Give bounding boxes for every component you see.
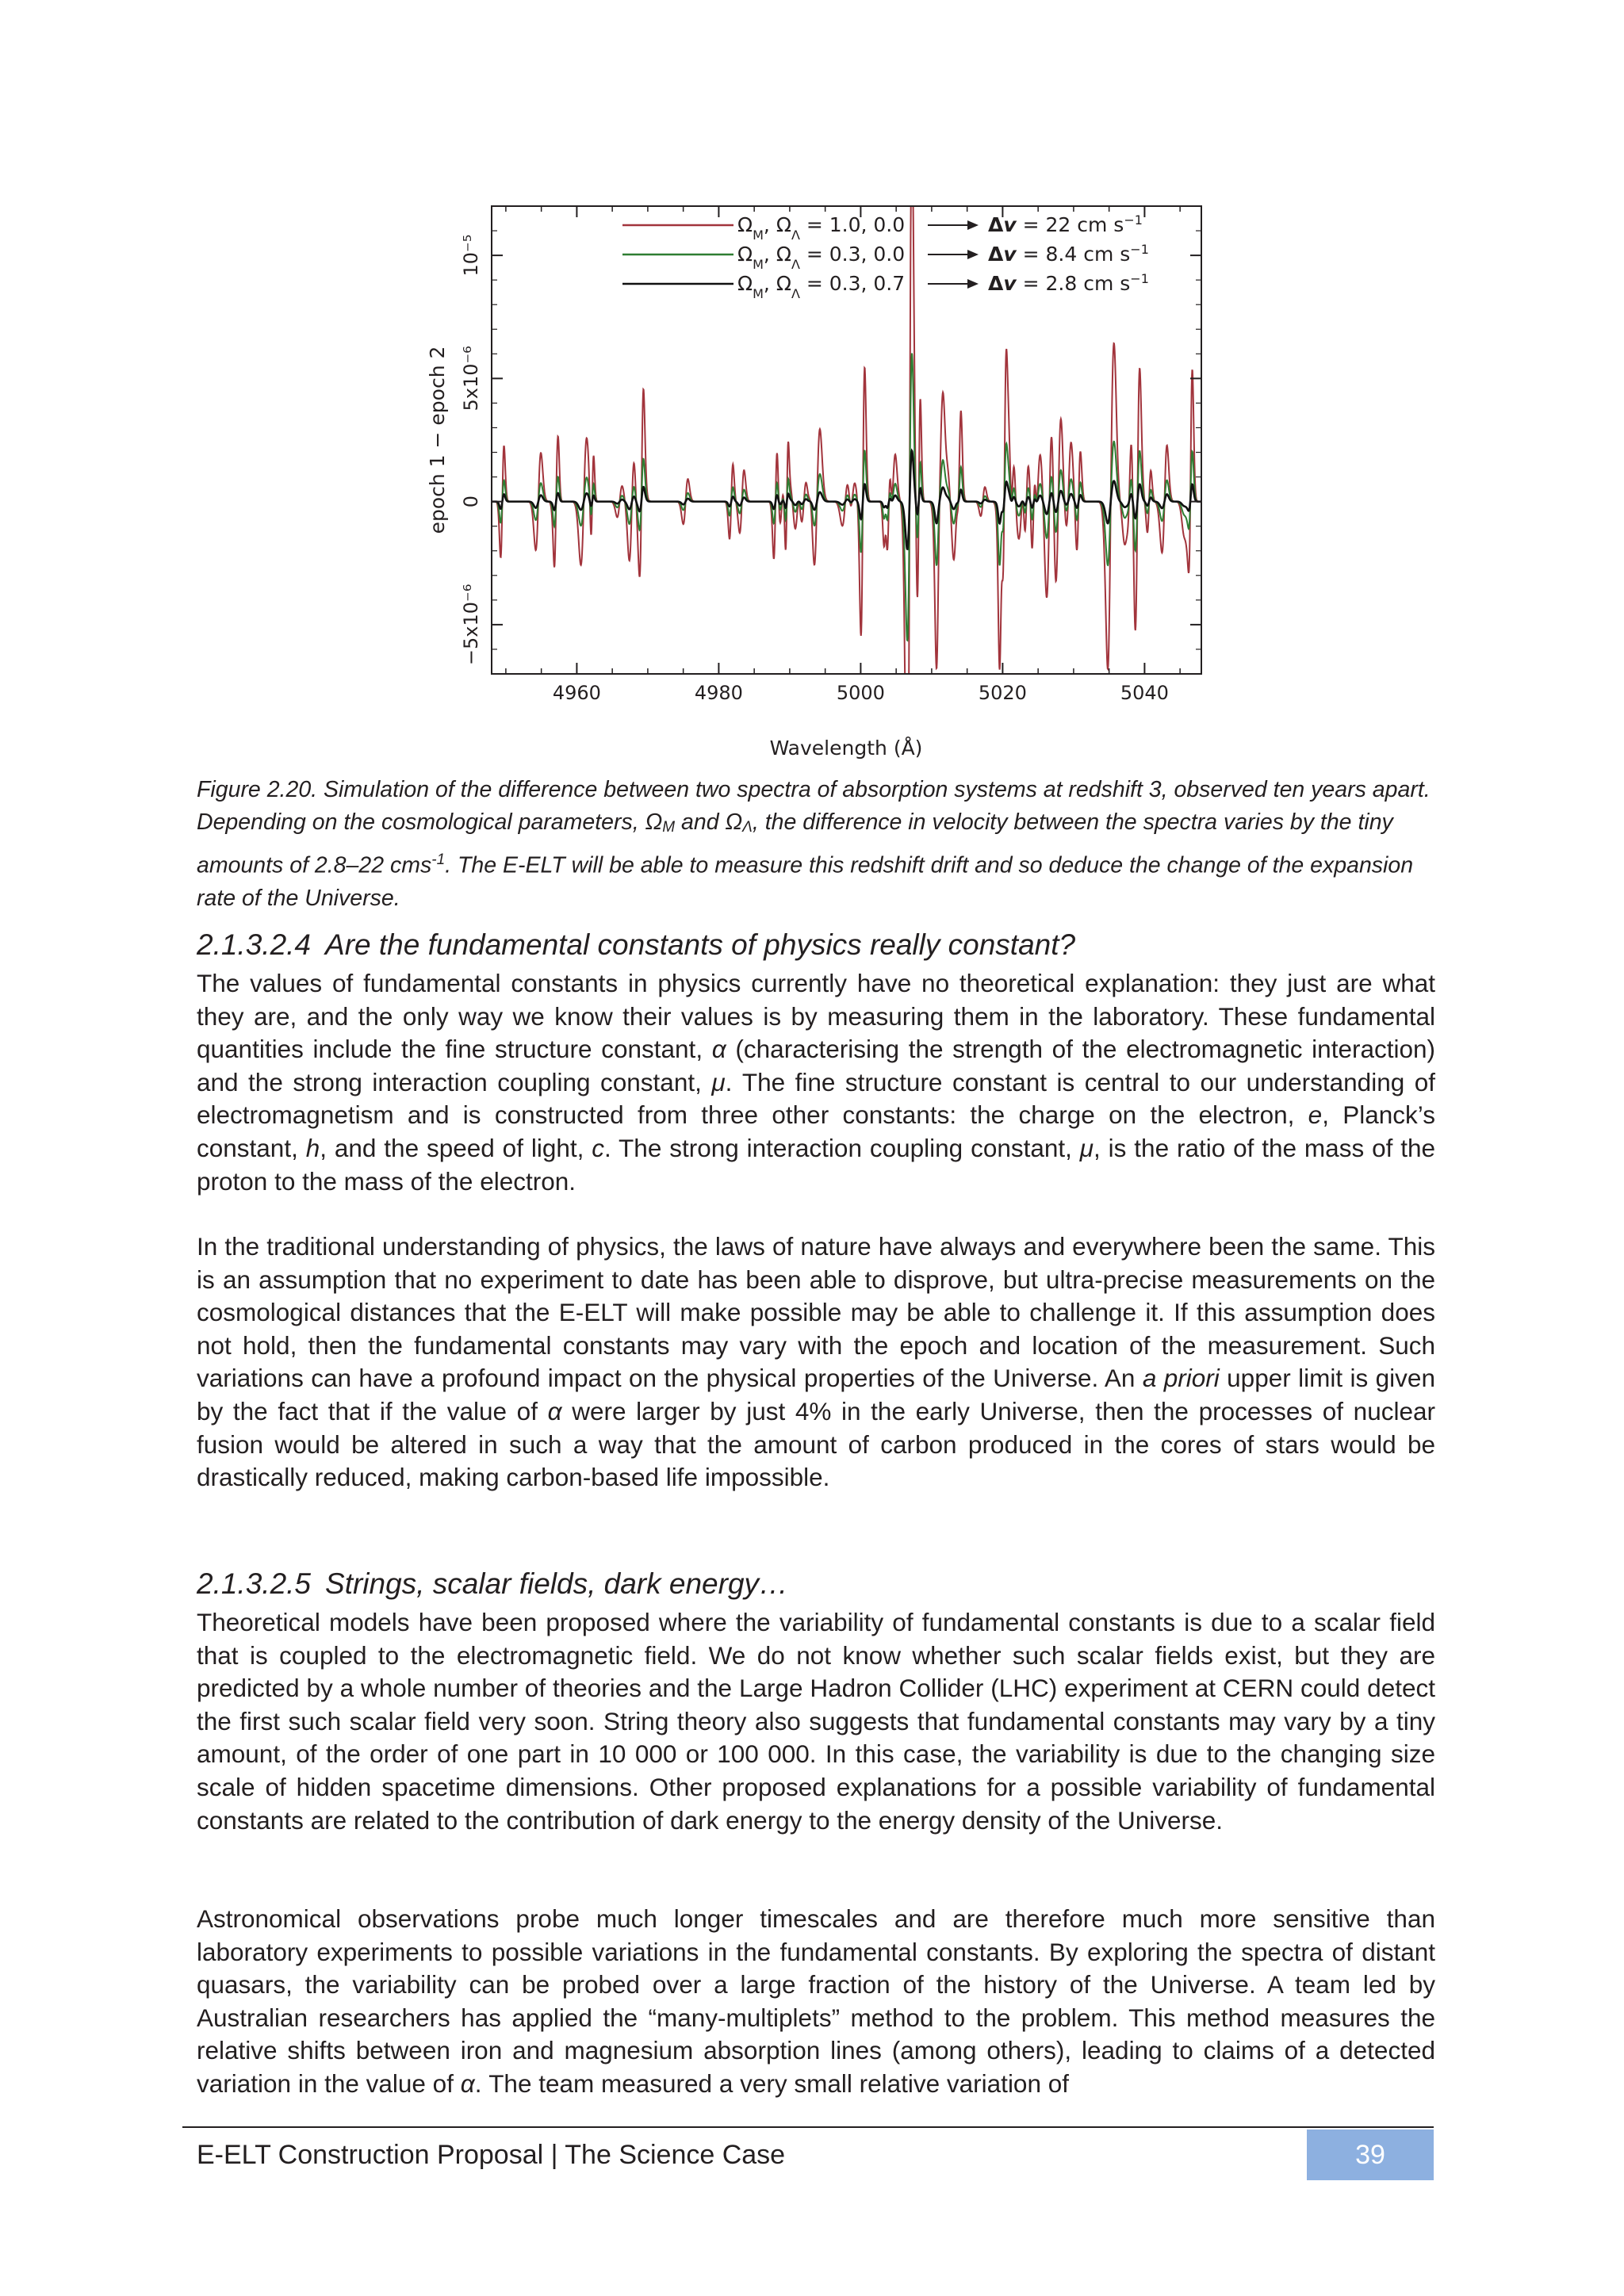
paragraph-traditional-physics: In the traditional understanding of physics, the laws of nature have always and everywhere been the same. This is an assumption that no experiment to date has been able to disprove, but ultra-precise measurements on the cosmological distances that the E-ELT will make possible may be able to challenge it. If this assumption does not hold, then the fundamental constants may vary with the epoch and location of the measurement. Such variations can have a profound impact on the physical properties of the Universe. An a priori upper limit is given by the fact that if the value of α were larger by just 4% in the early Universe, then the processes of nuclear fusion would be altered in such a way that the amount of carbon produced in the cores of stars would be drastically reduced, making carbon-based life impossible. <box>197 1232 1435 1492</box>
series-layer <box>492 193 1201 686</box>
series-line-1 <box>492 193 1201 686</box>
y-axis-label: epoch 1 − epoch 2 <box>426 346 449 534</box>
chart-legend <box>622 212 1149 301</box>
x-tick-label: 5020 <box>978 682 1027 704</box>
series-line-3 <box>492 451 1201 549</box>
paragraph-constants-intro: The values of fundamental constants in physics currently have no theoretical explanation: they just are what they are, and the only way we know their values is by measuring them in the laboratory. These fundamental quantities include the fine structure constant, α (characterising the strength of the electromagnetic interaction) and the strong interaction coupling constant, μ. The fine structure constant is central to our understanding of electromagnetism and is constructed from three other constants: the charge on the electron, e, Planck’s constant, h, and the speed of light, c. The strong interaction coupling constant, μ, is the ratio of the mass of the proton to the mass of the electron. <box>197 969 1435 1196</box>
paragraph-scalar-fields: Theoretical models have been proposed where the variability of fundamental constants is due to a scalar field that is coupled to the electromagnetic field. We do not know whether such scalar fields exist, but they are predicted by a whole number of theories and the Large Hadron Collider (LHC) experiment at CERN could detect the first such scalar field very soon. String theory also suggests that fundamental constants may vary by a tiny amount, of the order of one part in 10 000 or 100 000. In this case, the variability is due to the changing size scale of hidden spacetime dimensions. Other proposed explanations for a possible variability of fundamental constants are related to the contribution of dark energy to the energy density of the Universe. <box>197 1608 1435 1835</box>
footer-rule <box>182 2126 1434 2128</box>
section-heading-strings-scalar-fields: 2.1.3.2.5 Strings, scalar fields, dark energy… <box>197 1567 789 1600</box>
spectrum-difference-chart <box>420 190 1221 769</box>
legend-label: $\Omega_M$, $\Omega_\Lambda = 0.3$, 0.0 <box>737 243 906 272</box>
x-tick-label: 4980 <box>694 682 743 704</box>
x-tick-label: 5040 <box>1120 682 1169 704</box>
legend-label: $\Omega_M$, $\Omega_\Lambda = 0.3$, 0.7 <box>737 272 906 301</box>
legend-arrow-head <box>967 250 979 259</box>
paragraph-astronomical-observations: Astronomical observations probe much longer timescales and are therefore much more sensitive than laboratory experiments to possible variations in the fundamental constants. By exploring the spectra of distant quasars, the variability can be probed over a large fraction of the history of the Universe. A team led by Australian researchers has applied the “many-multiplets” method to the problem. This method measures the relative shifts between iron and magnesium absorption lines (among others), leading to claims of a detected variation in the value of α. The team measured a very small relative variation of <box>197 1904 1435 2098</box>
y-tick-label: 0 <box>460 495 482 508</box>
legend-delta-v: Δv = 22 cm $s^{-1}$ <box>988 212 1143 236</box>
legend-arrow-head <box>967 279 979 289</box>
figure-caption: Figure 2.20. Simulation of the difference between two spectra of absorption systems at redshift 3, observed ten years apart. Depending on the cosmological parameters, $\Omega_M$ and $\Omega_\Lambda$, the difference in velocity between the spectra varies by the tiny amounts of 2.8–22 cms$^{-1}$. The E-ELT will be able to measure this redshift drift and so deduce the change of the expansion rate of the Universe. <box>197 777 1431 911</box>
footer-title: E-ELT Construction Proposal | The Science Case <box>197 2140 786 2170</box>
legend-label: $\Omega_M$, $\Omega_\Lambda = 1.0$, 0.0 <box>737 213 906 243</box>
y-tick-label: 5x10⁻⁶ <box>460 346 482 411</box>
legend-arrow-head <box>967 220 979 230</box>
x-tick-label: 5000 <box>836 682 885 704</box>
x-axis-label: Wavelength (Å) <box>769 737 923 760</box>
legend-delta-v: Δv = 8.4 cm $s^{-1}$ <box>988 241 1149 266</box>
legend-delta-v: Δv = 2.8 cm $s^{-1}$ <box>988 270 1149 295</box>
page-number: 39 <box>1307 2130 1434 2180</box>
x-tick-label: 4960 <box>552 682 601 704</box>
series-line-2 <box>492 354 1201 641</box>
y-tick-label: 10⁻⁵ <box>460 234 482 277</box>
section-heading-fundamental-constants: 2.1.3.2.4 Are the fundamental constants of physics really constant? <box>197 928 1076 961</box>
y-tick-label: −5x10⁻⁶ <box>460 584 482 666</box>
